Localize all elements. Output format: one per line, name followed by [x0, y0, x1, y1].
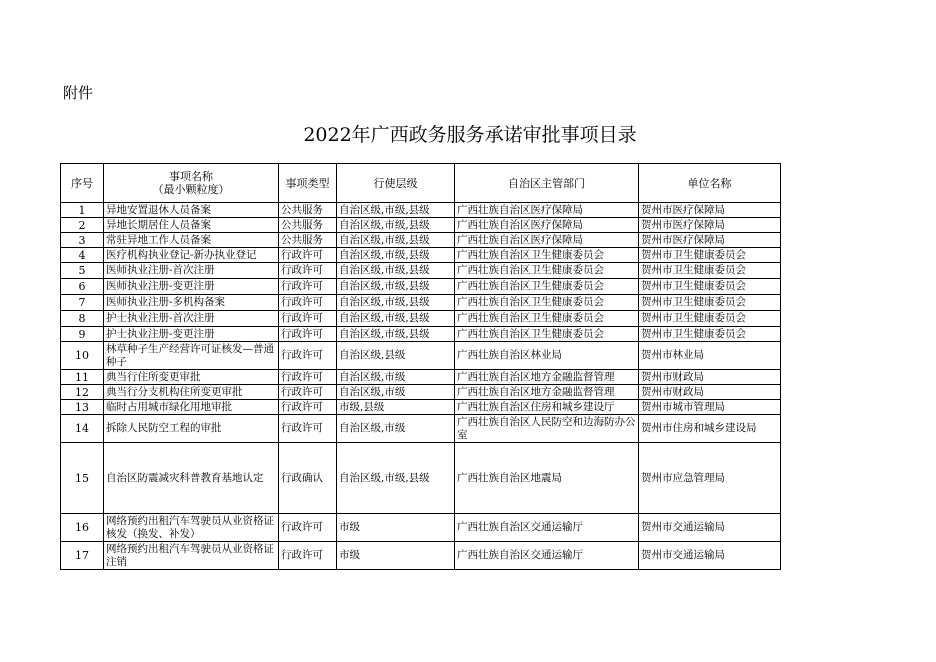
cell-item-type: 行政许可 [279, 311, 337, 327]
cell-item-name: 医师执业注册-首次注册 [104, 263, 279, 279]
cell-unit: 贺州市交通运输局 [639, 514, 781, 542]
header-level: 行使层级 [337, 164, 455, 203]
table-row [61, 311, 781, 327]
cell-item-name: 林草种子生产经营许可证核发—普通种子 [104, 342, 279, 370]
cell-item-name: 异地长期居住人员备案 [104, 218, 279, 233]
cell-seq: 2 [61, 218, 104, 233]
header-name [104, 164, 279, 203]
cell-dept: 广西壮族自治区卫生健康委员会 [455, 295, 639, 311]
cell-level: 自治区级,市级,县级 [337, 203, 455, 218]
cell-unit: 贺州市卫生健康委员会 [639, 327, 781, 342]
cell-dept: 广西壮族自治区卫生健康委员会 [455, 263, 639, 279]
cell-dept: 广西壮族自治区地震局 [455, 443, 639, 514]
table-row [61, 248, 781, 263]
header-dept: 自治区主管部门 [455, 164, 639, 203]
cell-unit: 贺州市林业局 [639, 342, 781, 370]
cell-seq: 17 [61, 542, 104, 570]
cell-level: 市级,县级 [337, 400, 455, 415]
cell-unit: 贺州市住房和城乡建设局 [639, 415, 781, 443]
cell-seq: 16 [61, 514, 104, 542]
cell-dept: 广西壮族自治区住房和城乡建设厅 [455, 400, 639, 415]
cell-level: 自治区级,市级,县级 [337, 248, 455, 263]
cell-seq: 7 [61, 295, 104, 311]
cell-seq: 5 [61, 263, 104, 279]
cell-item-type: 行政许可 [279, 514, 337, 542]
cell-level: 自治区级,市级 [337, 385, 455, 400]
cell-unit: 贺州市卫生健康委员会 [639, 295, 781, 311]
cell-dept: 广西壮族自治区交通运输厅 [455, 514, 639, 542]
table-header-row [61, 164, 781, 203]
header-name-line1: 事项名称 [169, 170, 213, 183]
cell-unit: 贺州市医疗保障局 [639, 218, 781, 233]
cell-item-type: 行政许可 [279, 415, 337, 443]
cell-seq: 1 [61, 203, 104, 218]
cell-dept: 广西壮族自治区人民防空和边海防办公室 [455, 415, 639, 443]
cell-item-type: 公共服务 [279, 233, 337, 248]
cell-seq: 3 [61, 233, 104, 248]
cell-seq: 4 [61, 248, 104, 263]
cell-item-name: 网络预约出租汽车驾驶员从业资格证注销 [104, 542, 279, 570]
cell-dept: 广西壮族自治区医疗保障局 [455, 203, 639, 218]
table-row [61, 342, 781, 370]
cell-item-name: 网络预约出租汽车驾驶员从业资格证核发（换发、补发） [104, 514, 279, 542]
cell-level: 自治区级,市级,县级 [337, 233, 455, 248]
table-row [61, 203, 781, 218]
cell-item-name: 医师执业注册-变更注册 [104, 279, 279, 295]
cell-item-name: 常驻异地工作人员备案 [104, 233, 279, 248]
table-row [61, 415, 781, 443]
header-seq: 序号 [61, 164, 104, 203]
cell-unit: 贺州市医疗保障局 [639, 233, 781, 248]
cell-dept: 广西壮族自治区卫生健康委员会 [455, 279, 639, 295]
table-row [61, 327, 781, 342]
cell-unit: 贺州市应急管理局 [639, 443, 781, 514]
cell-dept: 广西壮族自治区卫生健康委员会 [455, 327, 639, 342]
cell-dept: 广西壮族自治区地方金融监督管理 [455, 385, 639, 400]
cell-level: 市级 [337, 542, 455, 570]
table-row [61, 514, 781, 542]
table-row [61, 279, 781, 295]
cell-unit: 贺州市卫生健康委员会 [639, 311, 781, 327]
cell-item-name: 医师执业注册-多机构备案 [104, 295, 279, 311]
cell-seq: 6 [61, 279, 104, 295]
cell-level: 自治区级,市级,县级 [337, 218, 455, 233]
table-row [61, 218, 781, 233]
cell-item-type: 行政许可 [279, 385, 337, 400]
cell-seq: 12 [61, 385, 104, 400]
cell-seq: 15 [61, 443, 104, 514]
cell-seq: 14 [61, 415, 104, 443]
cell-level: 市级 [337, 514, 455, 542]
cell-item-name: 护士执业注册-变更注册 [104, 327, 279, 342]
cell-item-name: 拆除人民防空工程的审批 [104, 415, 279, 443]
header-type: 事项类型 [279, 164, 337, 203]
cell-unit: 贺州市交通运输局 [639, 542, 781, 570]
cell-item-type: 行政许可 [279, 279, 337, 295]
cell-item-name: 典当行住所变更审批 [104, 370, 279, 385]
cell-dept: 广西壮族自治区医疗保障局 [455, 233, 639, 248]
cell-level: 自治区级,市级,县级 [337, 295, 455, 311]
table-row [61, 370, 781, 385]
cell-seq: 9 [61, 327, 104, 342]
cell-seq: 11 [61, 370, 104, 385]
cell-item-name: 临时占用城市绿化用地审批 [104, 400, 279, 415]
cell-dept: 广西壮族自治区卫生健康委员会 [455, 248, 639, 263]
cell-item-name: 医疗机构执业登记-新办执业登记 [104, 248, 279, 263]
page-title: 2022年广西政务服务承诺审批事项目录 [303, 124, 637, 146]
table-row [61, 263, 781, 279]
cell-item-type: 公共服务 [279, 218, 337, 233]
cell-level: 自治区级,市级,县级 [337, 327, 455, 342]
cell-item-type: 行政确认 [279, 443, 337, 514]
cell-seq: 10 [61, 342, 104, 370]
cell-unit: 贺州市财政局 [639, 385, 781, 400]
cell-level: 自治区级,市级,县级 [337, 311, 455, 327]
cell-item-type: 行政许可 [279, 370, 337, 385]
cell-seq: 13 [61, 400, 104, 415]
cell-item-name: 典当行分支机构住所变更审批 [104, 385, 279, 400]
cell-unit: 贺州市财政局 [639, 370, 781, 385]
cell-item-type: 行政许可 [279, 248, 337, 263]
cell-level: 自治区级,市级,县级 [337, 279, 455, 295]
cell-dept: 广西壮族自治区医疗保障局 [455, 218, 639, 233]
cell-item-type: 公共服务 [279, 203, 337, 218]
approval-items-table [60, 163, 781, 570]
cell-item-name: 异地安置退休人员备案 [104, 203, 279, 218]
cell-level: 自治区级,市级,县级 [337, 443, 455, 514]
cell-dept: 广西壮族自治区卫生健康委员会 [455, 311, 639, 327]
cell-level: 自治区级,县级 [337, 342, 455, 370]
cell-unit: 贺州市卫生健康委员会 [639, 279, 781, 295]
cell-item-type: 行政许可 [279, 542, 337, 570]
table-row [61, 385, 781, 400]
cell-item-name: 自治区防震减灾科普教育基地认定 [104, 443, 279, 514]
cell-item-type: 行政许可 [279, 342, 337, 370]
cell-unit: 贺州市医疗保障局 [639, 203, 781, 218]
cell-item-name: 护士执业注册-首次注册 [104, 311, 279, 327]
cell-dept: 广西壮族自治区交通运输厅 [455, 542, 639, 570]
attachment-label: 附件 [63, 84, 94, 102]
table-row [61, 400, 781, 415]
cell-item-type: 行政许可 [279, 263, 337, 279]
cell-item-type: 行政许可 [279, 295, 337, 311]
header-name-line2: （最小颗粒度） [152, 183, 230, 196]
cell-seq: 8 [61, 311, 104, 327]
cell-dept: 广西壮族自治区林业局 [455, 342, 639, 370]
cell-level: 自治区级,市级,县级 [337, 263, 455, 279]
cell-unit: 贺州市城市管理局 [639, 400, 781, 415]
table-row [61, 443, 781, 514]
cell-level: 自治区级,市级 [337, 370, 455, 385]
cell-level: 自治区级,市级 [337, 415, 455, 443]
table-row [61, 542, 781, 570]
header-unit: 单位名称 [639, 164, 781, 203]
cell-dept: 广西壮族自治区地方金融监督管理 [455, 370, 639, 385]
cell-item-type: 行政许可 [279, 327, 337, 342]
table-body [61, 203, 781, 570]
cell-unit: 贺州市卫生健康委员会 [639, 263, 781, 279]
table-row [61, 295, 781, 311]
cell-item-type: 行政许可 [279, 400, 337, 415]
cell-unit: 贺州市卫生健康委员会 [639, 248, 781, 263]
table-row [61, 233, 781, 248]
